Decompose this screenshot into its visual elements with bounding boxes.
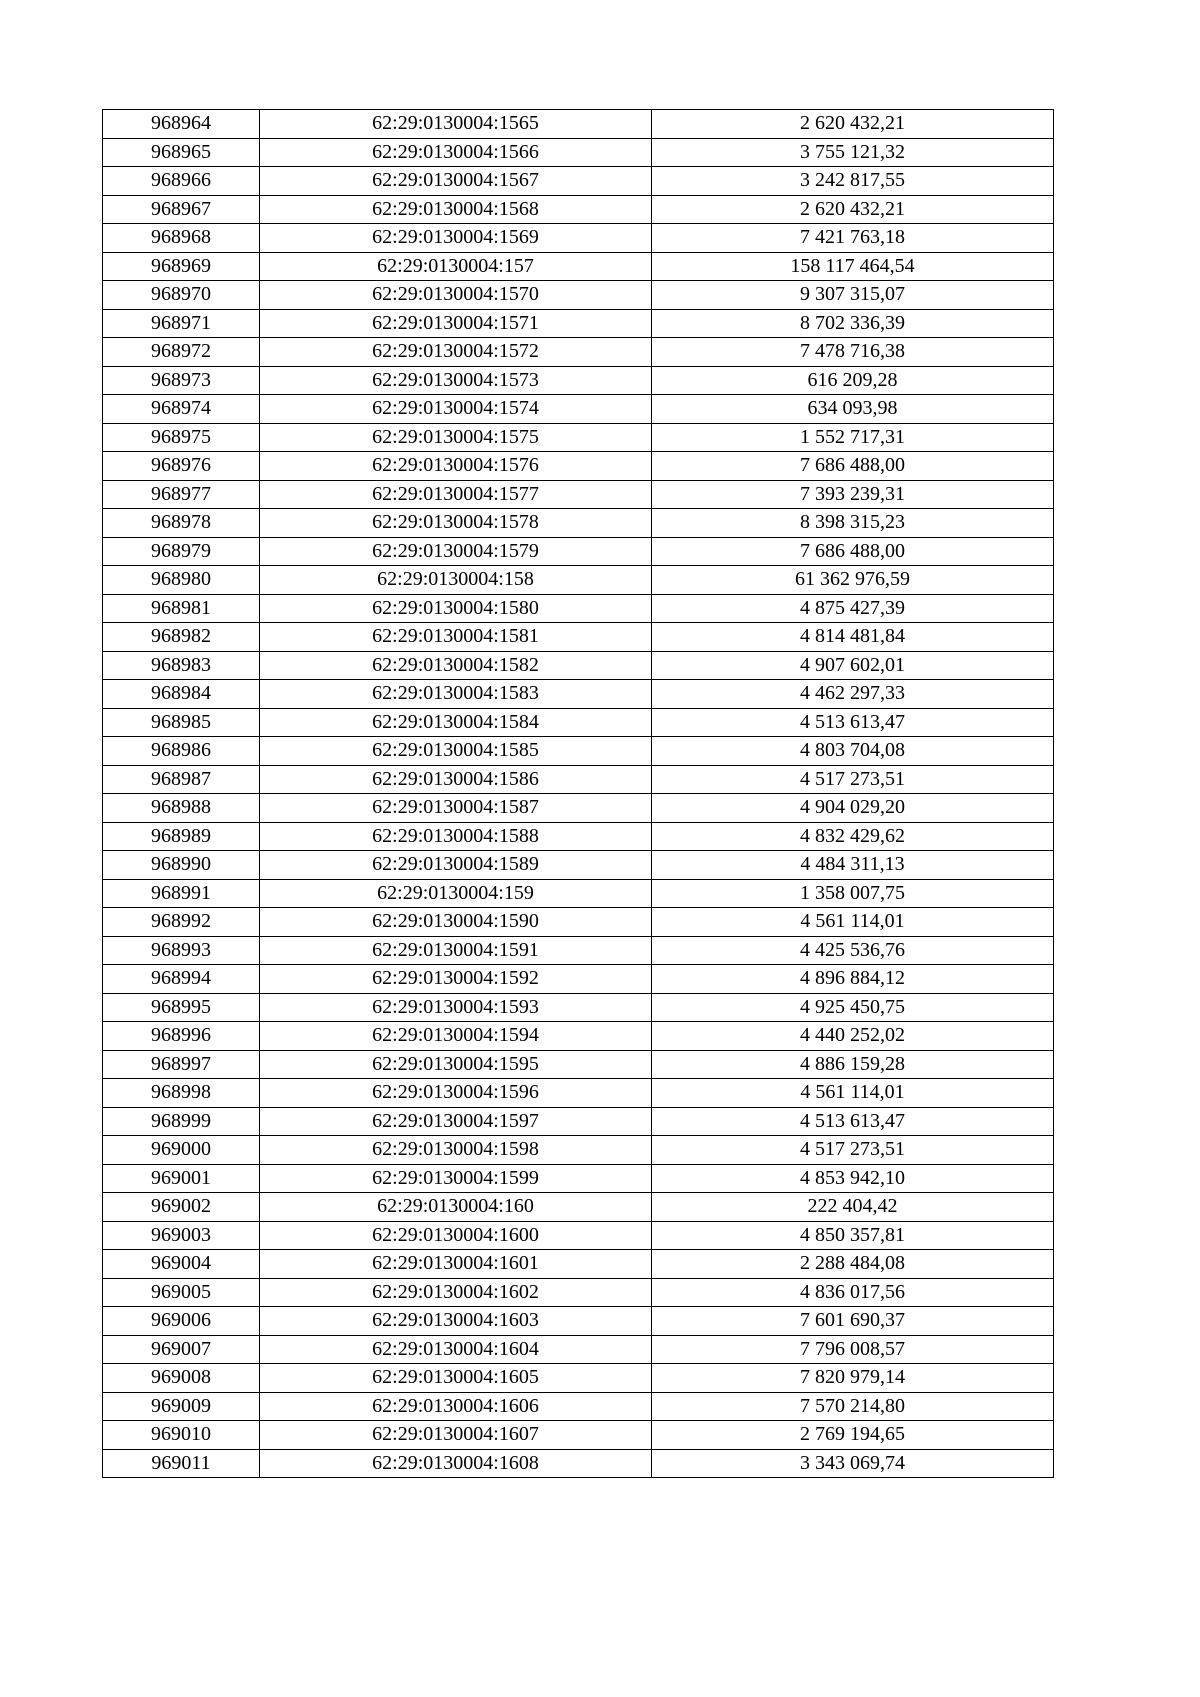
row-number-cell: 969000 xyxy=(103,1136,260,1165)
row-number-cell: 968964 xyxy=(103,110,260,139)
table-row xyxy=(103,1421,1054,1450)
cadastral-value-cell: 4 561 114,01 xyxy=(652,908,1054,937)
table-row xyxy=(103,1364,1054,1393)
row-number-cell: 968973 xyxy=(103,366,260,395)
cadastral-number-cell: 62:29:0130004:1570 xyxy=(260,281,652,310)
cadastral-number-cell: 62:29:0130004:1588 xyxy=(260,822,652,851)
cadastral-value-cell: 7 570 214,80 xyxy=(652,1392,1054,1421)
cadastral-number-cell: 62:29:0130004:1605 xyxy=(260,1364,652,1393)
cadastral-value-cell: 4 886 159,28 xyxy=(652,1050,1054,1079)
cadastral-value-cell: 8 702 336,39 xyxy=(652,309,1054,338)
cadastral-value-cell: 4 836 017,56 xyxy=(652,1278,1054,1307)
table-row xyxy=(103,879,1054,908)
cadastral-number-cell: 62:29:0130004:1597 xyxy=(260,1107,652,1136)
cadastral-number-cell: 62:29:0130004:1589 xyxy=(260,851,652,880)
cadastral-number-cell: 62:29:0130004:1596 xyxy=(260,1079,652,1108)
row-number-cell: 968996 xyxy=(103,1022,260,1051)
table-row xyxy=(103,110,1054,139)
cadastral-number-cell: 62:29:0130004:1569 xyxy=(260,224,652,253)
cadastral-value-cell: 3 343 069,74 xyxy=(652,1449,1054,1478)
cadastral-number-cell: 62:29:0130004:1591 xyxy=(260,936,652,965)
cadastral-number-cell: 62:29:0130004:157 xyxy=(260,252,652,281)
row-number-cell: 968972 xyxy=(103,338,260,367)
table-row xyxy=(103,423,1054,452)
table-row xyxy=(103,1278,1054,1307)
row-number-cell: 968992 xyxy=(103,908,260,937)
table-row xyxy=(103,566,1054,595)
cadastral-value-cell: 4 850 357,81 xyxy=(652,1221,1054,1250)
cadastral-value-cell: 4 425 536,76 xyxy=(652,936,1054,965)
row-number-cell: 968967 xyxy=(103,195,260,224)
table-row xyxy=(103,338,1054,367)
row-number-cell: 969009 xyxy=(103,1392,260,1421)
cadastral-value-cell: 4 561 114,01 xyxy=(652,1079,1054,1108)
row-number-cell: 968979 xyxy=(103,537,260,566)
cadastral-value-cell: 1 358 007,75 xyxy=(652,879,1054,908)
cadastral-value-cell: 61 362 976,59 xyxy=(652,566,1054,595)
cadastral-value-cell: 7 421 763,18 xyxy=(652,224,1054,253)
cadastral-number-cell: 62:29:0130004:1582 xyxy=(260,651,652,680)
table-row xyxy=(103,822,1054,851)
table-row xyxy=(103,452,1054,481)
cadastral-number-cell: 62:29:0130004:1593 xyxy=(260,993,652,1022)
cadastral-number-cell: 62:29:0130004:1595 xyxy=(260,1050,652,1079)
cadastral-value-cell: 4 803 704,08 xyxy=(652,737,1054,766)
cadastral-number-cell: 62:29:0130004:1581 xyxy=(260,623,652,652)
row-number-cell: 968989 xyxy=(103,822,260,851)
cadastral-value-cell: 616 209,28 xyxy=(652,366,1054,395)
cadastral-number-cell: 62:29:0130004:1573 xyxy=(260,366,652,395)
cadastral-number-cell: 62:29:0130004:160 xyxy=(260,1193,652,1222)
cadastral-value-cell: 4 517 273,51 xyxy=(652,765,1054,794)
cadastral-number-cell: 62:29:0130004:1576 xyxy=(260,452,652,481)
row-number-cell: 968965 xyxy=(103,138,260,167)
table-row xyxy=(103,651,1054,680)
row-number-cell: 968985 xyxy=(103,708,260,737)
cadastral-value-cell: 4 907 602,01 xyxy=(652,651,1054,680)
table-row xyxy=(103,509,1054,538)
cadastral-number-cell: 62:29:0130004:1600 xyxy=(260,1221,652,1250)
cadastral-value-cell: 4 896 884,12 xyxy=(652,965,1054,994)
table-row xyxy=(103,1335,1054,1364)
table-row xyxy=(103,167,1054,196)
cadastral-value-cell: 2 769 194,65 xyxy=(652,1421,1054,1450)
cadastral-value-cell: 3 242 817,55 xyxy=(652,167,1054,196)
cadastral-number-cell: 62:29:0130004:1567 xyxy=(260,167,652,196)
row-number-cell: 968977 xyxy=(103,480,260,509)
row-number-cell: 968984 xyxy=(103,680,260,709)
cadastral-value-cell: 4 832 429,62 xyxy=(652,822,1054,851)
cadastral-number-cell: 62:29:0130004:1601 xyxy=(260,1250,652,1279)
table-row xyxy=(103,1107,1054,1136)
row-number-cell: 968994 xyxy=(103,965,260,994)
cadastral-value-cell: 158 117 464,54 xyxy=(652,252,1054,281)
row-number-cell: 968990 xyxy=(103,851,260,880)
cadastral-number-cell: 62:29:0130004:1574 xyxy=(260,395,652,424)
cadastral-value-cell: 4 853 942,10 xyxy=(652,1164,1054,1193)
table-row xyxy=(103,623,1054,652)
cadastral-value-cell: 2 620 432,21 xyxy=(652,110,1054,139)
row-number-cell: 969004 xyxy=(103,1250,260,1279)
table-row xyxy=(103,965,1054,994)
row-number-cell: 968993 xyxy=(103,936,260,965)
row-number-cell: 968981 xyxy=(103,594,260,623)
cadastral-value-cell: 7 393 239,31 xyxy=(652,480,1054,509)
cadastral-value-cell: 4 904 029,20 xyxy=(652,794,1054,823)
table-row xyxy=(103,252,1054,281)
cadastral-number-cell: 62:29:0130004:1606 xyxy=(260,1392,652,1421)
table-row xyxy=(103,480,1054,509)
row-number-cell: 968986 xyxy=(103,737,260,766)
cadastral-number-cell: 62:29:0130004:1577 xyxy=(260,480,652,509)
row-number-cell: 968998 xyxy=(103,1079,260,1108)
table-row xyxy=(103,1164,1054,1193)
table-body xyxy=(103,110,1054,1478)
row-number-cell: 968999 xyxy=(103,1107,260,1136)
row-number-cell: 969011 xyxy=(103,1449,260,1478)
row-number-cell: 969001 xyxy=(103,1164,260,1193)
cadastral-value-cell: 4 814 481,84 xyxy=(652,623,1054,652)
cadastral-value-cell: 7 478 716,38 xyxy=(652,338,1054,367)
row-number-cell: 969002 xyxy=(103,1193,260,1222)
table-row xyxy=(103,765,1054,794)
row-number-cell: 969006 xyxy=(103,1307,260,1336)
table-row xyxy=(103,395,1054,424)
cadastral-number-cell: 62:29:0130004:1584 xyxy=(260,708,652,737)
cadastral-value-cell: 2 288 484,08 xyxy=(652,1250,1054,1279)
row-number-cell: 968997 xyxy=(103,1050,260,1079)
cadastral-value-cell: 4 513 613,47 xyxy=(652,708,1054,737)
cadastral-number-cell: 62:29:0130004:1578 xyxy=(260,509,652,538)
cadastral-value-cell: 4 875 427,39 xyxy=(652,594,1054,623)
table-row xyxy=(103,309,1054,338)
row-number-cell: 969010 xyxy=(103,1421,260,1450)
row-number-cell: 968968 xyxy=(103,224,260,253)
row-number-cell: 968971 xyxy=(103,309,260,338)
cadastral-number-cell: 62:29:0130004:1608 xyxy=(260,1449,652,1478)
cadastral-value-table xyxy=(102,109,1054,1478)
table-row xyxy=(103,195,1054,224)
cadastral-number-cell: 62:29:0130004:1580 xyxy=(260,594,652,623)
table-row xyxy=(103,1193,1054,1222)
cadastral-value-cell: 7 686 488,00 xyxy=(652,537,1054,566)
cadastral-value-cell: 7 601 690,37 xyxy=(652,1307,1054,1336)
cadastral-number-cell: 62:29:0130004:1566 xyxy=(260,138,652,167)
cadastral-value-cell: 7 686 488,00 xyxy=(652,452,1054,481)
cadastral-number-cell: 62:29:0130004:159 xyxy=(260,879,652,908)
row-number-cell: 968969 xyxy=(103,252,260,281)
row-number-cell: 968995 xyxy=(103,993,260,1022)
table-row xyxy=(103,680,1054,709)
cadastral-number-cell: 62:29:0130004:1568 xyxy=(260,195,652,224)
row-number-cell: 968991 xyxy=(103,879,260,908)
cadastral-number-cell: 62:29:0130004:1586 xyxy=(260,765,652,794)
table-row xyxy=(103,1449,1054,1478)
cadastral-value-cell: 7 796 008,57 xyxy=(652,1335,1054,1364)
table-row xyxy=(103,908,1054,937)
row-number-cell: 968978 xyxy=(103,509,260,538)
table-row xyxy=(103,366,1054,395)
cadastral-value-cell: 222 404,42 xyxy=(652,1193,1054,1222)
row-number-cell: 968974 xyxy=(103,395,260,424)
table-row xyxy=(103,594,1054,623)
row-number-cell: 969005 xyxy=(103,1278,260,1307)
cadastral-value-cell: 9 307 315,07 xyxy=(652,281,1054,310)
cadastral-value-cell: 634 093,98 xyxy=(652,395,1054,424)
table-row xyxy=(103,794,1054,823)
cadastral-number-cell: 62:29:0130004:1602 xyxy=(260,1278,652,1307)
cadastral-number-cell: 62:29:0130004:1590 xyxy=(260,908,652,937)
row-number-cell: 968980 xyxy=(103,566,260,595)
cadastral-value-cell: 4 484 311,13 xyxy=(652,851,1054,880)
cadastral-value-cell: 2 620 432,21 xyxy=(652,195,1054,224)
cadastral-number-cell: 62:29:0130004:1579 xyxy=(260,537,652,566)
cadastral-value-cell: 1 552 717,31 xyxy=(652,423,1054,452)
table-row xyxy=(103,708,1054,737)
cadastral-number-cell: 62:29:0130004:1571 xyxy=(260,309,652,338)
table-row xyxy=(103,281,1054,310)
cadastral-number-cell: 62:29:0130004:1607 xyxy=(260,1421,652,1450)
table-row xyxy=(103,1221,1054,1250)
table-row xyxy=(103,138,1054,167)
cadastral-number-cell: 62:29:0130004:1587 xyxy=(260,794,652,823)
row-number-cell: 969007 xyxy=(103,1335,260,1364)
cadastral-number-cell: 62:29:0130004:1598 xyxy=(260,1136,652,1165)
table-row xyxy=(103,1250,1054,1279)
row-number-cell: 968987 xyxy=(103,765,260,794)
table-row xyxy=(103,1307,1054,1336)
table-row xyxy=(103,1022,1054,1051)
cadastral-number-cell: 62:29:0130004:1592 xyxy=(260,965,652,994)
row-number-cell: 968970 xyxy=(103,281,260,310)
cadastral-value-cell: 7 820 979,14 xyxy=(652,1364,1054,1393)
cadastral-value-cell: 4 513 613,47 xyxy=(652,1107,1054,1136)
table-row xyxy=(103,224,1054,253)
table-row xyxy=(103,537,1054,566)
row-number-cell: 968966 xyxy=(103,167,260,196)
table-row xyxy=(103,737,1054,766)
table-row xyxy=(103,1079,1054,1108)
cadastral-value-cell: 4 462 297,33 xyxy=(652,680,1054,709)
cadastral-value-cell: 4 517 273,51 xyxy=(652,1136,1054,1165)
cadastral-number-cell: 62:29:0130004:1599 xyxy=(260,1164,652,1193)
cadastral-number-cell: 62:29:0130004:1585 xyxy=(260,737,652,766)
row-number-cell: 969008 xyxy=(103,1364,260,1393)
cadastral-number-cell: 62:29:0130004:1603 xyxy=(260,1307,652,1336)
cadastral-number-cell: 62:29:0130004:1604 xyxy=(260,1335,652,1364)
row-number-cell: 968982 xyxy=(103,623,260,652)
table-row xyxy=(103,1392,1054,1421)
table-row xyxy=(103,993,1054,1022)
cadastral-number-cell: 62:29:0130004:1594 xyxy=(260,1022,652,1051)
table-row xyxy=(103,1136,1054,1165)
row-number-cell: 968976 xyxy=(103,452,260,481)
cadastral-number-cell: 62:29:0130004:158 xyxy=(260,566,652,595)
table-row xyxy=(103,1050,1054,1079)
row-number-cell: 968975 xyxy=(103,423,260,452)
row-number-cell: 968988 xyxy=(103,794,260,823)
cadastral-value-cell: 8 398 315,23 xyxy=(652,509,1054,538)
row-number-cell: 968983 xyxy=(103,651,260,680)
cadastral-value-cell: 4 440 252,02 xyxy=(652,1022,1054,1051)
cadastral-number-cell: 62:29:0130004:1565 xyxy=(260,110,652,139)
cadastral-value-cell: 4 925 450,75 xyxy=(652,993,1054,1022)
cadastral-number-cell: 62:29:0130004:1575 xyxy=(260,423,652,452)
cadastral-number-cell: 62:29:0130004:1583 xyxy=(260,680,652,709)
row-number-cell: 969003 xyxy=(103,1221,260,1250)
table-row xyxy=(103,936,1054,965)
table-row xyxy=(103,851,1054,880)
cadastral-number-cell: 62:29:0130004:1572 xyxy=(260,338,652,367)
cadastral-value-cell: 3 755 121,32 xyxy=(652,138,1054,167)
